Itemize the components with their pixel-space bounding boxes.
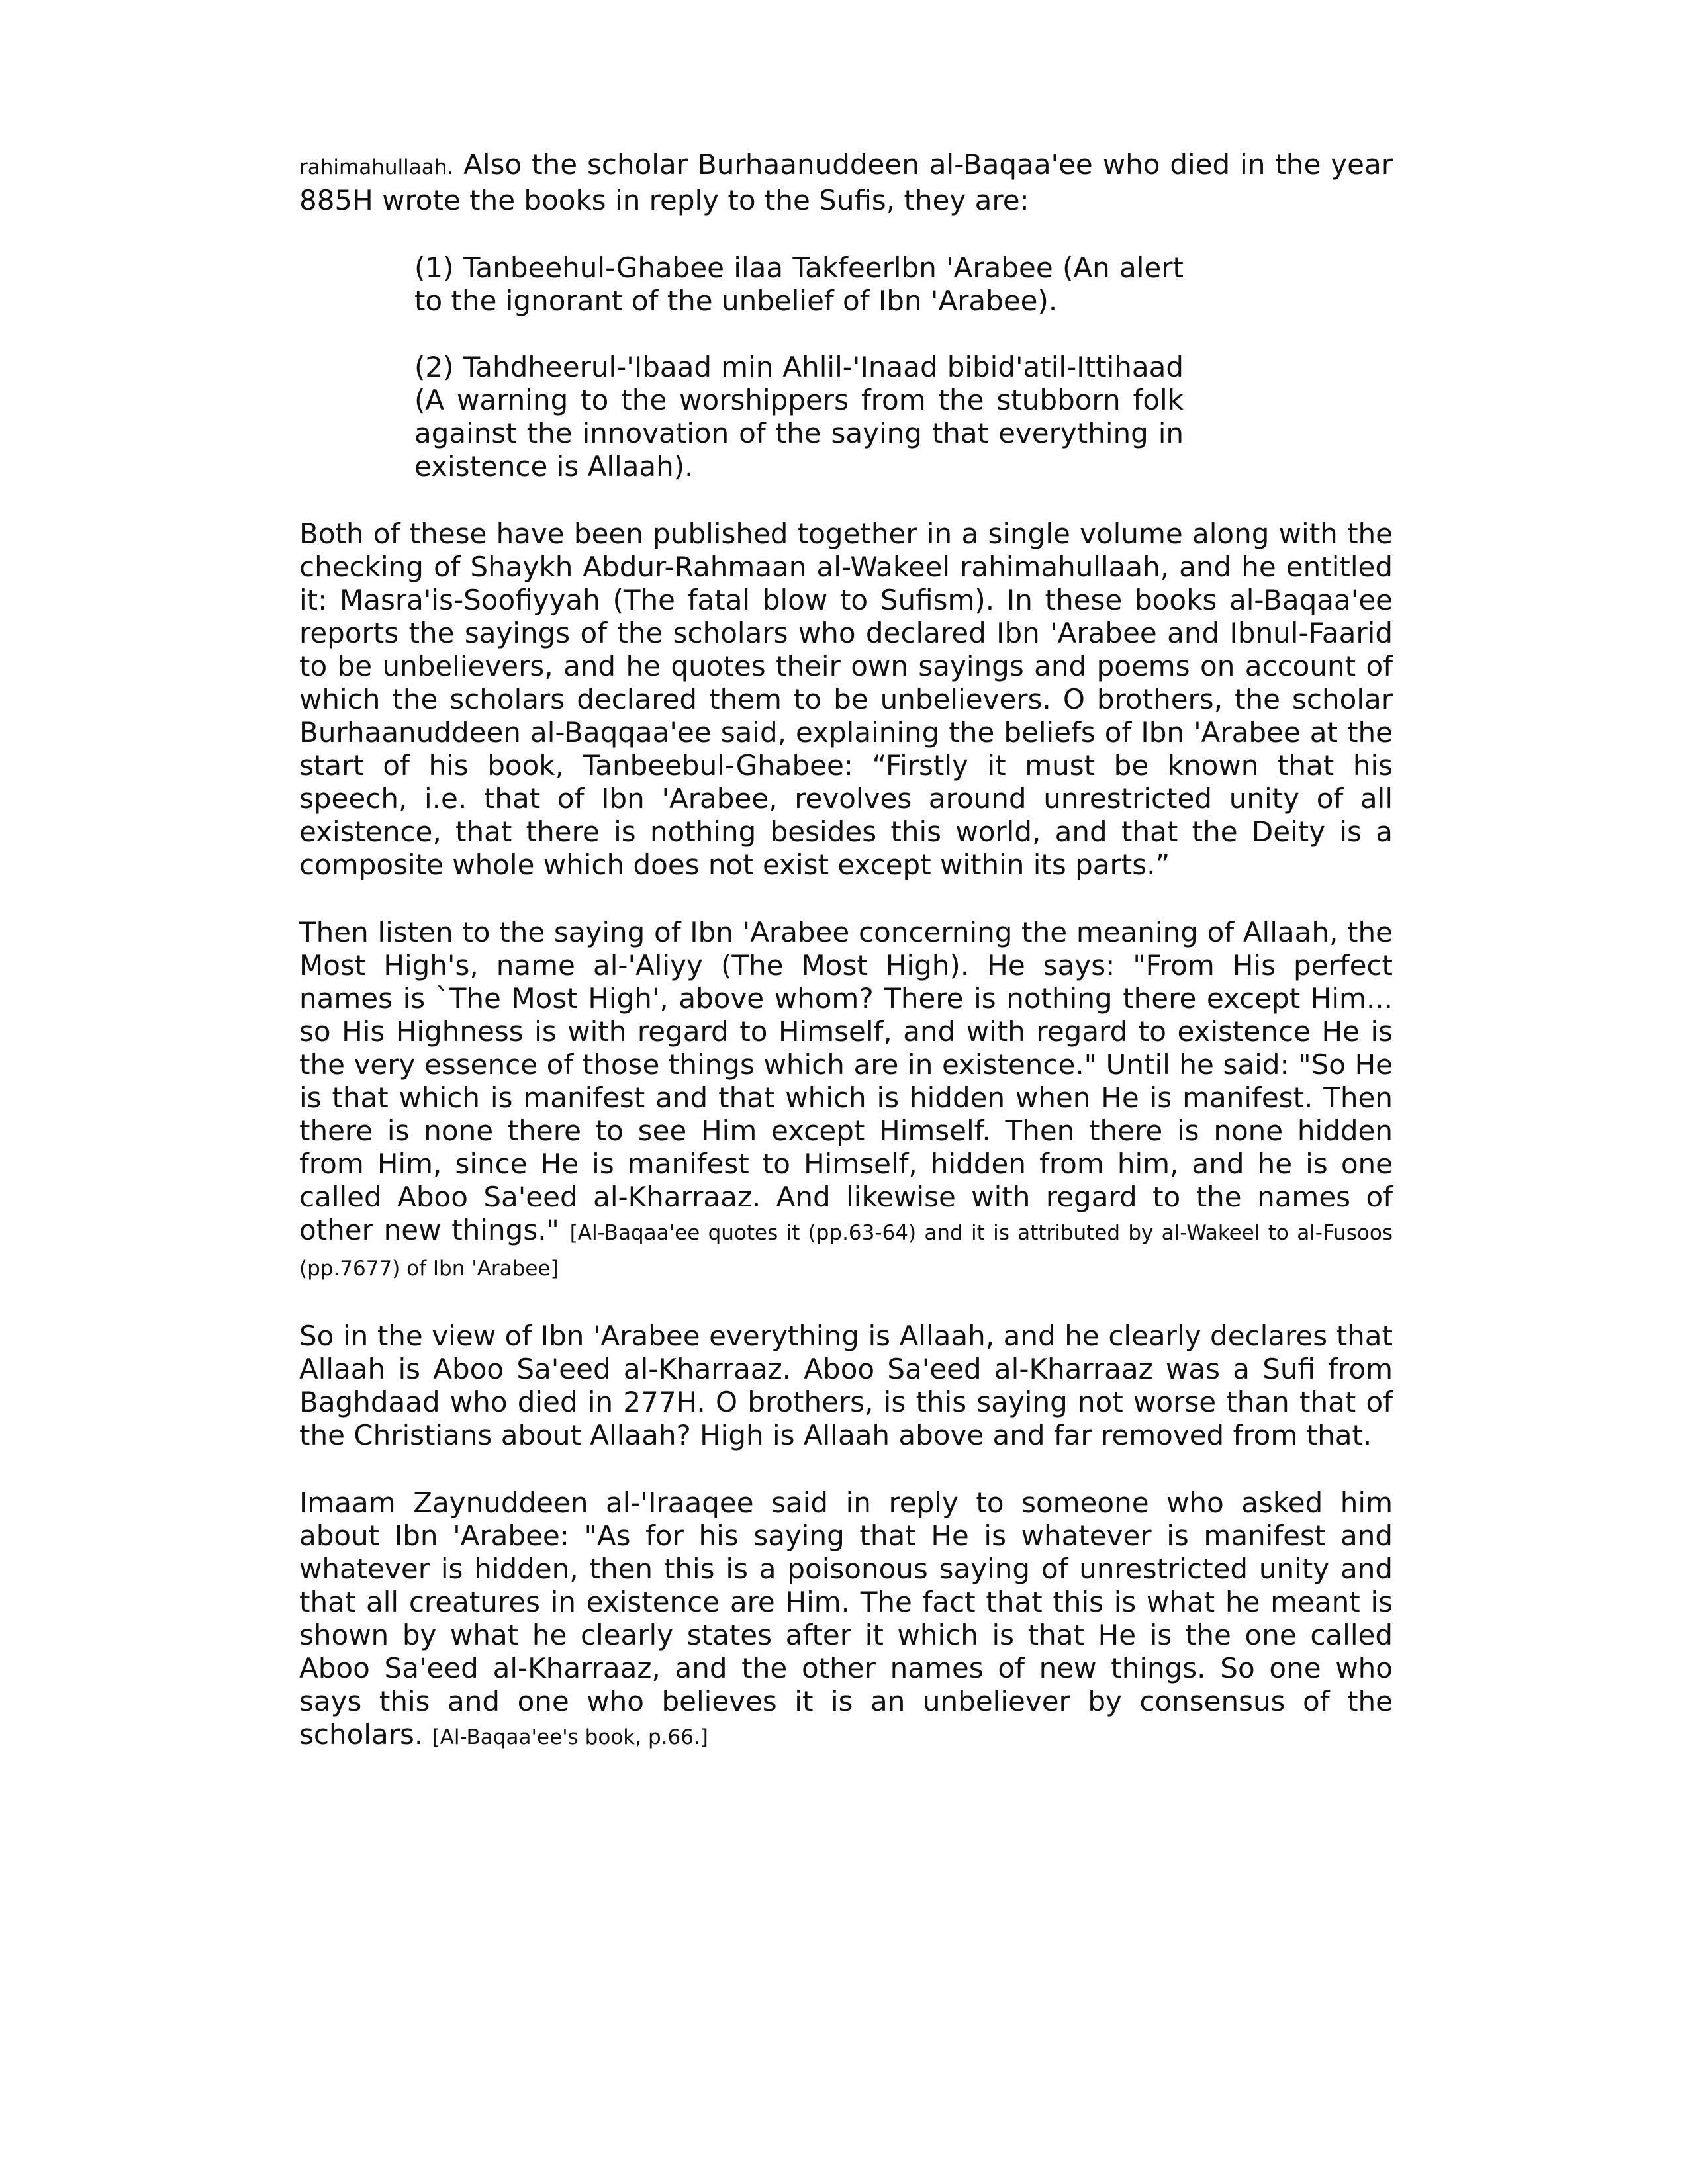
paragraph-publication: Both of these have been published together in a single volume along with the checking of Shaykh Abdur-Rahmaan al-Wakeel rahimahullaah, and he entitled it: Masra'is-Soofiyyah (The fatal blow to Sufism). In these books al-Baqaa'ee reports the sayings of the scholars who declared Ibn 'Arabee and Ibnul-Faarid to be unbelievers, and he quotes their own sayings and poems on account of which the scholars declared them to be unbelievers. O brothers, the scholar Burhaanuddeen al-Baqqaa'ee said, explaining the beliefs of Ibn 'Arabee at the start of his book, Tanbeebul-Ghabee: “Firstly it must be known that his speech, i.e. that of Ibn 'Arabee, revolves around unrestricted unity of all existence, that there is nothing besides this world, and that the Deity is a composite whole which does not exist except within its parts.” <box>299 518 1393 881</box>
book-item-2: (2) Tahdheerul-'Ibaad min Ahlil-'Inaad bibid'atil-Ittihaad (A warning to the worshippers from the stubborn folk against the innovation of the saying that everything in existence is Allaah). <box>414 351 1184 482</box>
book-list <box>414 251 1184 483</box>
paragraph-iraaqee <box>299 1486 1393 1754</box>
saying-text: Then listen to the saying of Ibn 'Arabee concerning the meaning of Allaah, the Most High's, name al-'Aliyy (The Most High). He says: "From His perfect names is `The Most High', above whom? There is nothing there except Him... so His Highness is with regard to Himself, and with regard to existence He is the very essence of those things which are in existence." Until he said: "So He is that which is manifest and that which is hidden when He is manifest. Then there is none there to see Him except Himself. Then there is none hidden from Him, since He is manifest to Himself, hidden from him, and he is one called Aboo Sa'eed al-Kharraaz. And likewise with regard to the names of other new things." <box>299 916 1393 1246</box>
paragraph-view: So in the view of Ibn 'Arabee everything is Allaah, and he clearly declares that Allaah is Aboo Sa'eed al-Kharraaz. Aboo Sa'eed al-Kharraaz was a Sufi from Baghdaad who died in 277H. O brothers, is this saying not worse than that of the Christians about Allaah? High is Allaah above and far removed from that. <box>299 1320 1393 1451</box>
book-item-1: (1) Tanbeehul-Ghabee ilaa Takfeerlbn 'Arabee (An alert to the ignorant of the unbelief of Ibn 'Arabee). <box>414 251 1184 317</box>
intro-lead-word: rahimahullaah. <box>299 156 454 179</box>
intro-text: Also the scholar Burhaanuddeen al-Baqaa'ee who died in the year 885H wrote the books in reply to the Sufis, they are: <box>299 148 1393 216</box>
iraaqee-citation: [Al-Baqaa'ee's book, p.66.] <box>432 1725 708 1749</box>
paragraph-ibn-arabee-saying <box>299 916 1393 1285</box>
paragraph-intro <box>299 148 1393 217</box>
saying-citation: [Al-Baqaa'ee quotes it (pp.63-64) and it is attributed by al-Wakeel to al-Fusoos (pp.7677) of Ibn 'Arabee] <box>299 1221 1393 1281</box>
document-page <box>299 148 1393 1788</box>
iraaqee-text: Imaam Zaynuddeen al-'Iraaqee said in reply to someone who asked him about Ibn 'Arabee: "As for his saying that He is whatever is manifest and whatever is hidden, then this is a poisonous saying of unrestricted unity and that all creatures in existence are Him. The fact that this is what he meant is shown by what he clearly states after it which is that He is the one called Aboo Sa'eed al-Kharraaz, and the other names of new things. So one who says this and one who believes it is an unbeliever by consensus of the scholars. <box>299 1486 1393 1751</box>
